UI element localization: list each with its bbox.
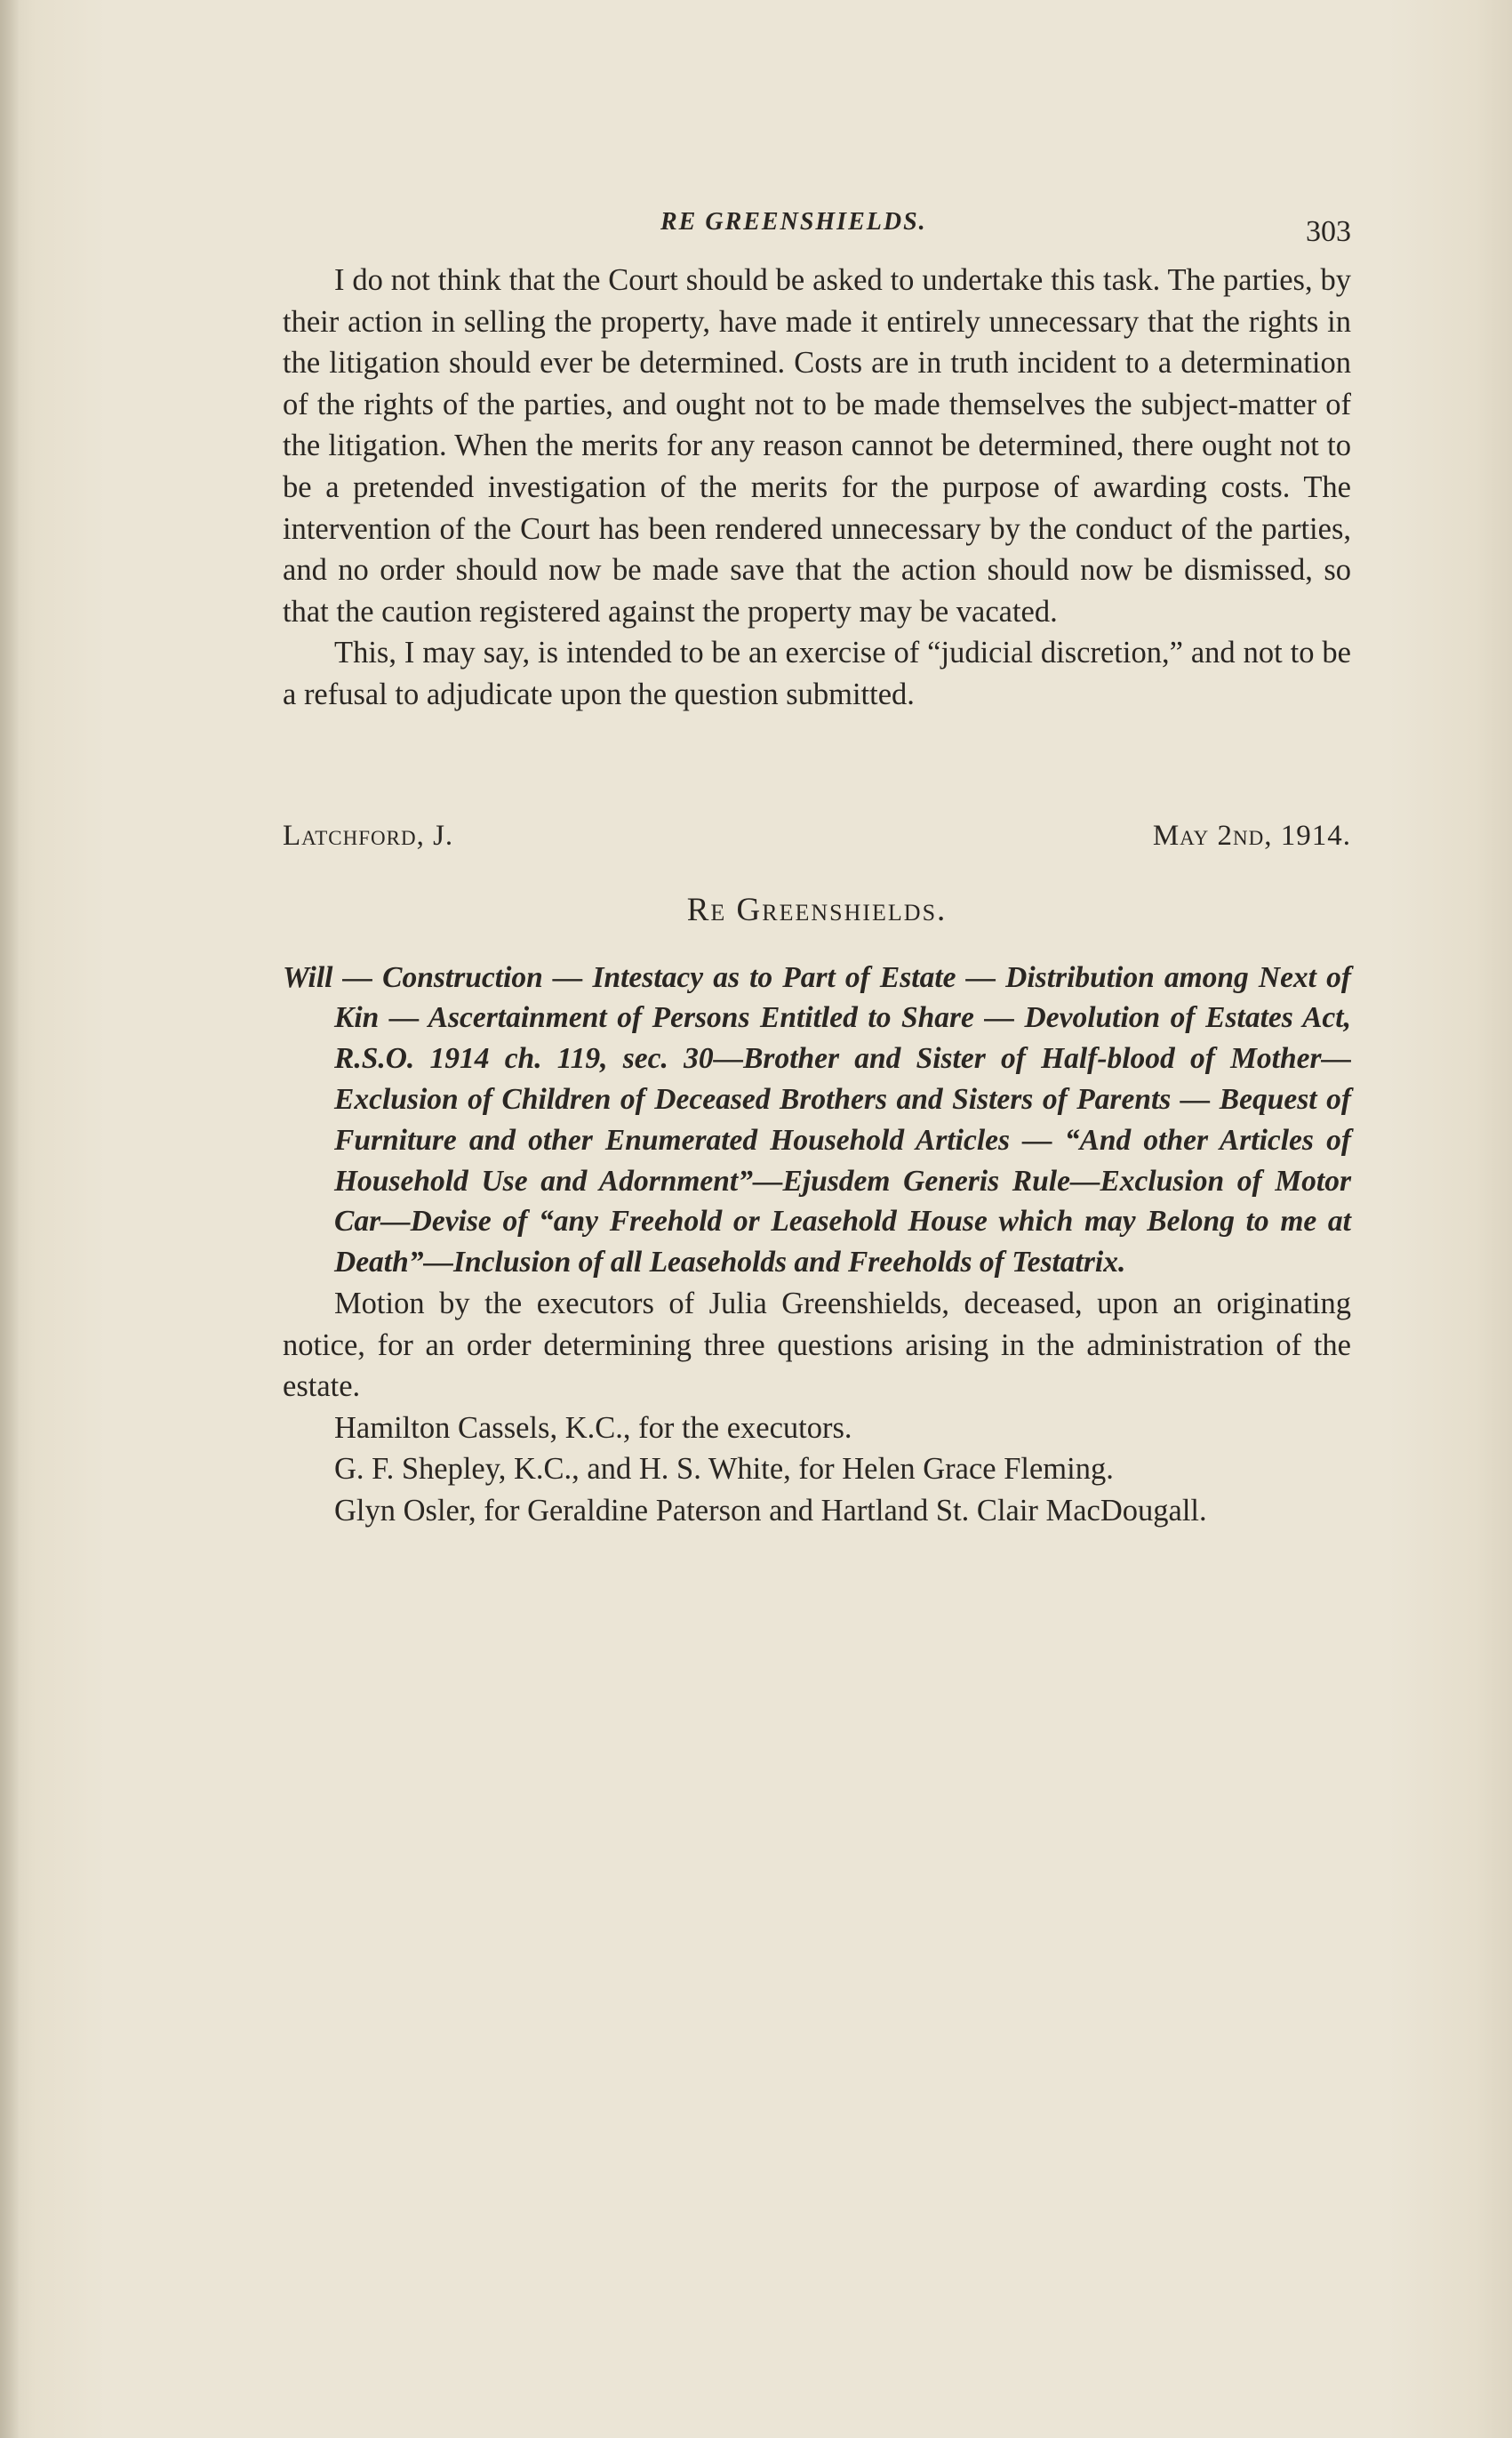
counsel-line: G. F. Shepley, K.C., and H. S. White, for Helen Grace Fleming. [334,1452,1114,1487]
paragraph-court-task: I do not think that the Court should be asked to undertake this task. The parties, by their action in selling the property, have made it entirely unnecessary that the rights in the litigation should ever be determined. Costs are in truth incident to a determination of the rights of the parties, and ought not to be made themselves the subject-matter of the litigation. When the merits for any reason cannot be determined, there ought not to be a pretended investigation of the merits for the purpose of awarding costs. The intervention of the Court has been rendered unnecessary by the conduct of the parties, and no order should now be made save that the action should now be dismissed, so that the caution registered against the property may be vacated. [283,263,1351,629]
running-head-title: RE GREENSHIELDS. [660,208,927,236]
running-head [283,206,1351,260]
page-content [283,206,1351,1531]
counsel-line: Glyn Osler, for Geraldine Paterson and Hartland St. Clair MacDougall. [334,1493,1207,1528]
paragraph-judicial-discretion: This, I may say, is intended to be an exercise of “judicial discretion,” and not to be a refusal to adjudicate upon the question submitted. [283,636,1351,711]
page-number: 303 [1306,215,1351,248]
paragraph-motion: Motion by the executors of Julia Greenshields, deceased, upon an originating notice, for an order determining three questions arising in the administration of the estate. [283,1286,1351,1404]
judgment-date: May 2nd, 1914. [1152,819,1351,852]
counsel-line: Hamilton Cassels, K.C., for the executors. [334,1410,852,1445]
book-spine-shadow [0,0,20,2438]
judgment-header [283,815,1351,856]
judge-name: Latchford, J. [283,819,454,852]
case-title: Re Greenshields. [686,891,948,928]
headnote: Will — Construction — Intestacy as to Part of Estate — Distribution among Next of Kin — Ascertainment of Persons Entitled to Share — Devolution of Estates Act, R.S.O. 1914 ch. 119, sec. 30—Brother and Sister of Half-blood of Mother—Exclusion of Children of Deceased Brothers and Sisters of Parents — Bequest of Furniture and other Enumerated Household Articles — “And other Articles of Household Use and Adornment”—Ejusdem Generis Rule—Exclusion of Motor Car—Devise of “any Freehold or Leasehold House which may Belong to me at Death”—Inclusion of all Leaseholds and Freeholds of Testatrix. [283,960,1351,1279]
